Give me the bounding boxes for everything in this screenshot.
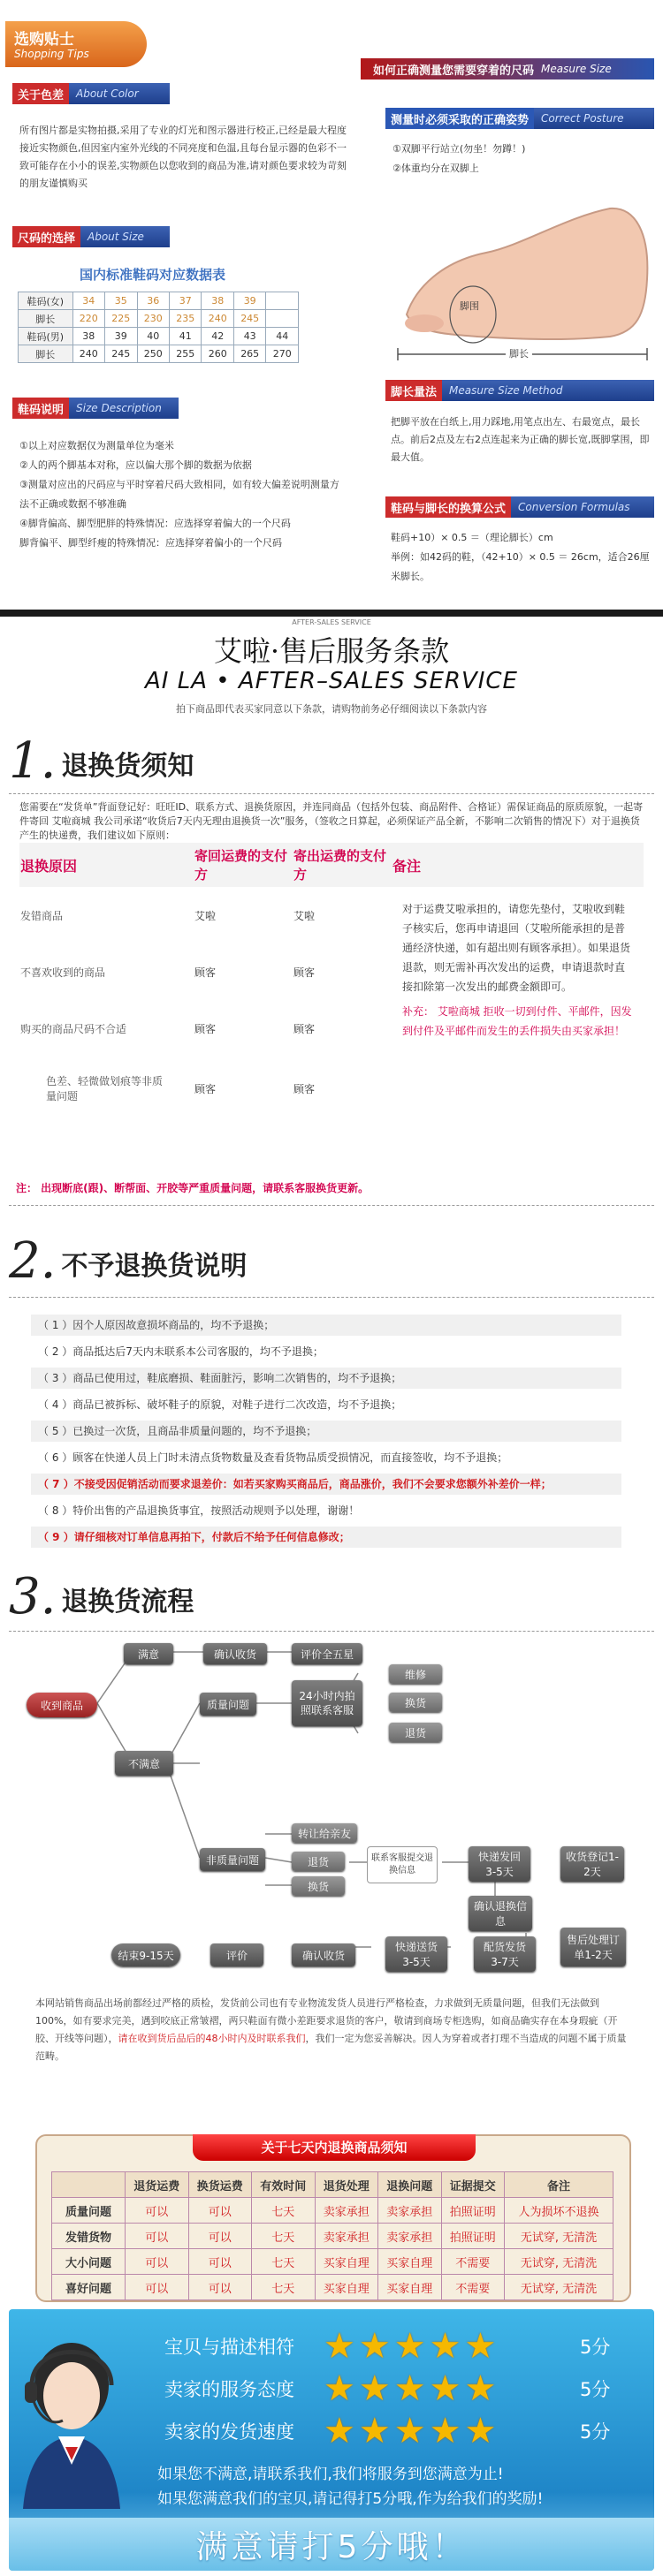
rating-label: 卖家的发货速度 [164, 2421, 294, 2443]
rule-item: （ 1 ）因个人原因故意损坏商品的，均不予退换； [31, 1315, 621, 1336]
service-section [0, 617, 663, 2132]
flow-deliver: 配货发货3-7天 [474, 1936, 536, 1972]
foot-illustration [389, 182, 654, 367]
size-desc-header [12, 398, 179, 419]
rating-label: 卖家的服务态度 [164, 2379, 294, 2400]
size-desc-line: ①以上对应数据仅为测量单位为毫米 [19, 440, 174, 451]
conversion-line: 鞋码+10）× 0.5 ＝（理论脚长）cm [391, 532, 553, 543]
col-out-fee: 寄出运费的支付方 [293, 848, 387, 883]
flow-exchange: 换货 [389, 1693, 442, 1712]
posture-list [392, 140, 649, 178]
rating-banner [9, 2518, 654, 2571]
flow-received: 收到商品 [27, 1693, 97, 1717]
flow-refund2: 退货 [292, 1852, 345, 1871]
about-color-header [12, 83, 170, 104]
rating-row-shipping [164, 2413, 642, 2449]
rating-score: 5分 [580, 2421, 611, 2443]
rating-score: 5分 [580, 2337, 611, 2358]
flow-unsatisfied: 不满意 [115, 1751, 173, 1776]
rule-item: （ 2 ）商品抵达后7天内未联系本公司客服的，均不予退换； [38, 1345, 324, 1358]
flow-express-back: 快递发回3-5天 [469, 1846, 530, 1882]
star-icon: ★ [429, 2368, 465, 2409]
method-en: Measure Size Method [449, 384, 563, 397]
sec1-paragraph: 您需要在“发货单”背面登记好：旺旺ID、联系方式、退换货原因，并连同商品（包括外包装、商品附件、合格证）需保证商品的原质原貌，一起寄件寄回 艾啦商城 我公司承诺“收货后7天内无理由退换货一次”服务，（签收之日算起，必须保证产品全新，不影响二次销售的情况下）对于退换货产生的快递费，我们建议如下原则： [19, 801, 644, 841]
col-note: 备注 [392, 857, 422, 875]
star-icon: ★ [324, 2411, 359, 2451]
flow-paragraph: 本网站销售商品出场前都经过严格的质检，发货前公司也有专业物流发货人员进行严格检查，力求做到无质量问题，但我们无法做到100%，如有要求完美，遇到咬底正常皱褶，两只鞋面有微小差距要求退货的客户，敬请到商场专柜选购，如商品确实存在本身瑕疵（开胶、开线等问题），请在收到货后品后的48小时内及时联系我们，我们一定为您妥善解决。因人为穿着或者打理不当造成的问题不属于质量范畴。 [35, 1997, 627, 2062]
flow-express-ship: 快递送货3-5天 [385, 1936, 447, 1972]
star-icon: ★ [324, 2326, 359, 2367]
rating-banner-text: 满意请打5分哦！ [195, 2528, 468, 2565]
flow-satisfied: 满意 [124, 1643, 173, 1664]
sec3-num: 3. [9, 1568, 57, 1625]
sec1-heading [9, 726, 194, 790]
service-en-top: AFTER-SALES SERVICE [292, 618, 371, 626]
seven-days-section [35, 2134, 631, 2302]
flow-contact24: 24小时内拍照联系客服 [292, 1680, 362, 1726]
seven-days-table [51, 2171, 613, 2300]
sec2-num: 2. [9, 1232, 57, 1290]
foot-shape [407, 208, 647, 339]
rule-item: （ 6 ）顾客在快递人员上门时未清点货物数量及查看货物品质受损情况，而直接签收，均不予退换； [38, 1451, 508, 1464]
flow-non-quality: 非质量问题 [200, 1848, 265, 1871]
star-icon: ★ [358, 2326, 394, 2367]
rating-row-service [164, 2368, 642, 2409]
size-desc-line: ②人的两个脚基本对称，应以偏大那个脚的数据为依据 [19, 459, 252, 471]
foot-length-label: 脚长 [506, 346, 532, 360]
table-note: 对于运费艾啦承担的，请您先垫付，艾啦收到鞋子核实后，您再申请退回（艾啦所能承担的是普通经济快递，如有超出则有顾客承担）。如果退货退款，则无需补再次发出的运费，申请退款时直接扣除第一次发出的邮费金额即可。 [402, 903, 631, 993]
table-row: 喜好问题 可以 可以 七天 买家自理 买家自理 不需要 无试穿, 无清洗 [52, 2275, 613, 2300]
size-row-women: 鞋码(女) 34 35 36 37 38 39 [19, 292, 299, 310]
about-color-text: 所有图片都是实物拍摄,采用了专业的灯光和图示器进行校正,已经是最大程度接近实物颜色,但因室内室外光线的不同亮度和色温,且每台显示器的色彩不一致可能存在小小的误差,实物颜色以您收到的商品为准,请对颜色要求较为苛刻的朋友谨慎购买 [19, 125, 347, 189]
posture-label: 测量时必须采取的正确姿势 [385, 108, 534, 129]
size-table [18, 292, 299, 363]
star-icon: ★ [464, 2411, 500, 2451]
table-row: 购买的商品尺码不合适 顾客 顾客 [20, 1022, 316, 1035]
rating-line2: 如果您满意我们的宝贝,请记得打5分哦,作为给我们的奖励! [157, 2490, 544, 2508]
size-table-title: 国内标准鞋码对应数据表 [80, 267, 226, 283]
star-icon: ★ [429, 2411, 465, 2451]
posture-line: ②体重均分在双脚上 [392, 163, 479, 174]
flow-confirm-info: 确认退换信息 [469, 1896, 532, 1931]
measure-header [361, 58, 654, 80]
about-color-en: About Color [76, 87, 139, 100]
star-icon: ★ [393, 2368, 430, 2409]
tips-title: 选购贴士 [14, 31, 74, 49]
star-icon: ★ [358, 2411, 394, 2451]
seven-days-header: 退货运费 换货运费 有效时间 退货处理 退换问题 证据提交 备注 [52, 2172, 613, 2198]
sec1-num: 1. [9, 732, 57, 790]
flow-confirm: 确认收货 [203, 1643, 267, 1664]
conversion-label: 鞋码与脚长的换算公式 [385, 496, 511, 518]
star-icon: ★ [464, 2368, 500, 2409]
size-row-men-length: 脚长 240 245 250 255 260 265 270 [19, 345, 299, 363]
size-desc-label: 鞋码说明 [12, 398, 69, 419]
flow-after-sale: 售后处理订单1-2天 [560, 1928, 626, 1966]
toe-shape [405, 314, 444, 332]
star-row [324, 2326, 580, 2367]
size-desc-en: Size Description [76, 402, 162, 414]
rule-item: （ 9 ）请仔细核对订单信息再拍下，付款后不给予任何信息修改； [31, 1527, 621, 1548]
star-icon: ★ [324, 2368, 359, 2409]
flow-quality: 质量问题 [200, 1693, 256, 1716]
flow-repair: 维修 [389, 1664, 442, 1684]
flow-review2: 评价 [210, 1943, 263, 1966]
notice-text: 注： 出现断底(跟)、断帮面、开胶等严重质量问题，请联系客服换货更新。 [16, 1182, 370, 1194]
about-size-label: 尺码的选择 [12, 226, 80, 247]
conversion-en: Conversion Formulas [518, 501, 630, 513]
flow-confirm2: 确认收货 [292, 1943, 355, 1966]
size-desc-line: ④脚背偏高、脚型肥胖的特殊情况：应选择穿着偏大的一个尺码 [19, 518, 291, 529]
col-reason: 退换原因 [20, 857, 78, 875]
about-size-en: About Size [88, 231, 144, 243]
method-label: 脚长量法 [385, 380, 442, 401]
tips-title-badge [5, 21, 147, 67]
sec3-title: 退换货流程 [61, 1587, 194, 1618]
conversion-header [385, 496, 654, 518]
flow-end: 结束9-15天 [111, 1943, 180, 1966]
method-text: 把脚平放在白纸上,用力踩地,用笔点出左、右最宽点，最长点。前后2点及左右2点连起来为正确的脚长宽,既脚掌围，即最大值。 [391, 416, 650, 463]
size-row-women-length: 脚长 220 225 230 235 240 245 [19, 310, 299, 328]
foot-width-label: 脚围 [460, 300, 479, 312]
rating-line1: 如果您不满意,请联系我们,我们将服务到您满意为止! [157, 2466, 504, 2483]
size-row-men: 鞋码(男) 38 39 40 41 42 43 44 [19, 328, 299, 345]
return-table [19, 843, 644, 1120]
customer-service-avatar [14, 2332, 129, 2509]
service-title-en: AI LA • AFTER–SALES SERVICE [145, 668, 518, 694]
conversion-line: 举例：如42码的鞋，（42+10）× 0.5 ＝ 26cm，适合26厘米脚长。 [391, 551, 650, 582]
star-icon: ★ [393, 2326, 430, 2367]
table-row: 色差、轻微做划痕等非质量问题 顾客 顾客 [46, 1075, 316, 1102]
flow-cs-confirm: 联系客服提交退换信息 [367, 1846, 438, 1883]
rule-item: （ 8 ）特价出售的产品退换货事宜，按照活动规则予以处理，谢谢！ [38, 1504, 360, 1517]
rule-item: （ 5 ）已换过一次货，且商品非质量问题的，均不予退换； [31, 1421, 621, 1442]
sec2-title: 不予退换货说明 [61, 1251, 248, 1282]
service-intro: 拍下商品即代表买家同意以下条款，请购物前务必仔细阅读以下条款内容 [176, 703, 487, 715]
conversion-list [391, 528, 651, 587]
table-row: 质量问题 可以 可以 七天 卖家承担 卖家承担 拍照证明 人为损坏不退换 [52, 2198, 613, 2224]
posture-line: ①双脚平行站立(勿坐！勿蹲！) [392, 143, 526, 155]
tips-subtitle: Shopping Tips [14, 48, 89, 60]
flow-forward: 转让给亲友 [292, 1823, 357, 1843]
table-note-cell [392, 887, 644, 1120]
flow-review: 评价全五星 [292, 1643, 362, 1664]
star-icon: ★ [429, 2326, 465, 2367]
table-row: 不喜欢收到的商品 顾客 顾客 [20, 966, 316, 979]
size-desc-line: 脚背偏平、脚型纤瘦的特殊情况：应选择穿着偏小的一个尺码 [19, 537, 282, 549]
posture-header [385, 108, 654, 129]
seven-days-title: 关于七天内退换商品须知 [193, 2134, 476, 2161]
rule-item: （ 3 ）商品已使用过，鞋底磨损、鞋面脏污，影响二次销售的，均不予退换； [31, 1368, 621, 1389]
size-desc-list [19, 436, 347, 553]
star-icon: ★ [464, 2326, 500, 2367]
about-color-label: 关于色差 [12, 83, 69, 104]
method-header [385, 380, 654, 401]
flow-refund: 退货 [389, 1723, 442, 1742]
sec1-rule [9, 793, 654, 794]
measure-title: 如何正确测量您需要穿着的尺码 [373, 64, 535, 78]
service-title-cn: 艾啦·售后服务条款 [213, 634, 450, 668]
star-icon: ★ [358, 2368, 394, 2409]
about-size-header [12, 226, 170, 247]
return-table-header [19, 843, 644, 887]
sec2-heading [9, 1226, 247, 1290]
posture-en: Correct Posture [541, 112, 624, 125]
rating-section [9, 2309, 654, 2571]
table-note-red: 补充： 艾啦商城 拒收一切到付件、平邮件，因发到付件及平邮件而发生的丢件损失由买家承担！ [402, 1005, 632, 1037]
star-row [324, 2368, 580, 2409]
rule-item: （ 4 ）商品已被拆标、破坏鞋子的原貌，对鞋子进行二次改造，均不予退换； [38, 1398, 402, 1411]
rule-item: （ 7 ）不接受因促销活动而要求退差价：如若买家购买商品后，商品涨价，我们不会要求您额外补差价一样； [31, 1474, 621, 1495]
table-row: 发错商品 艾啦 艾啦 对于运费艾啦承担的，请您先垫付，艾啦收到鞋子核实后，您再申请退回（艾啦所能承担的是普通经济快递，如有超出则有顾客承担）。如果退货退款，则无需补再次发出的运费，申请退款时直接扣除第一次发出的邮费金额即可。 补充： 艾啦商城 拒收一切到付件、平邮件，因发到付件及平邮件而发生的丢件损失由买家承担！ [19, 887, 644, 943]
table-row: 大小问题 可以 可以 七天 买家自理 买家自理 不需要 无试穿, 无清洗 [52, 2249, 613, 2275]
flow-exchange2: 换货 [292, 1876, 345, 1896]
flow-check: 收货登记1-2天 [560, 1846, 624, 1882]
sec3-heading [9, 1562, 194, 1625]
table-row: 发错货物 可以 可以 七天 卖家承担 卖家承担 拍照证明 无试穿, 无清洗 [52, 2224, 613, 2249]
sec1-title: 退换货须知 [61, 751, 194, 782]
star-row [324, 2411, 580, 2451]
measure-en: Measure Size [541, 63, 612, 75]
star-icon: ★ [393, 2411, 430, 2451]
size-desc-line: ③测量对应出的尺码应与平时穿着尺码大致相同，如有较大偏差说明测量方法不正确或数据不够准确 [19, 479, 339, 510]
rating-row-description [164, 2326, 642, 2367]
rating-label: 宝贝与描述相符 [164, 2337, 294, 2358]
section-divider [0, 610, 663, 617]
rating-score: 5分 [580, 2379, 611, 2400]
col-back-fee: 寄回运费的支付方 [194, 848, 288, 883]
tips-section [0, 0, 663, 610]
